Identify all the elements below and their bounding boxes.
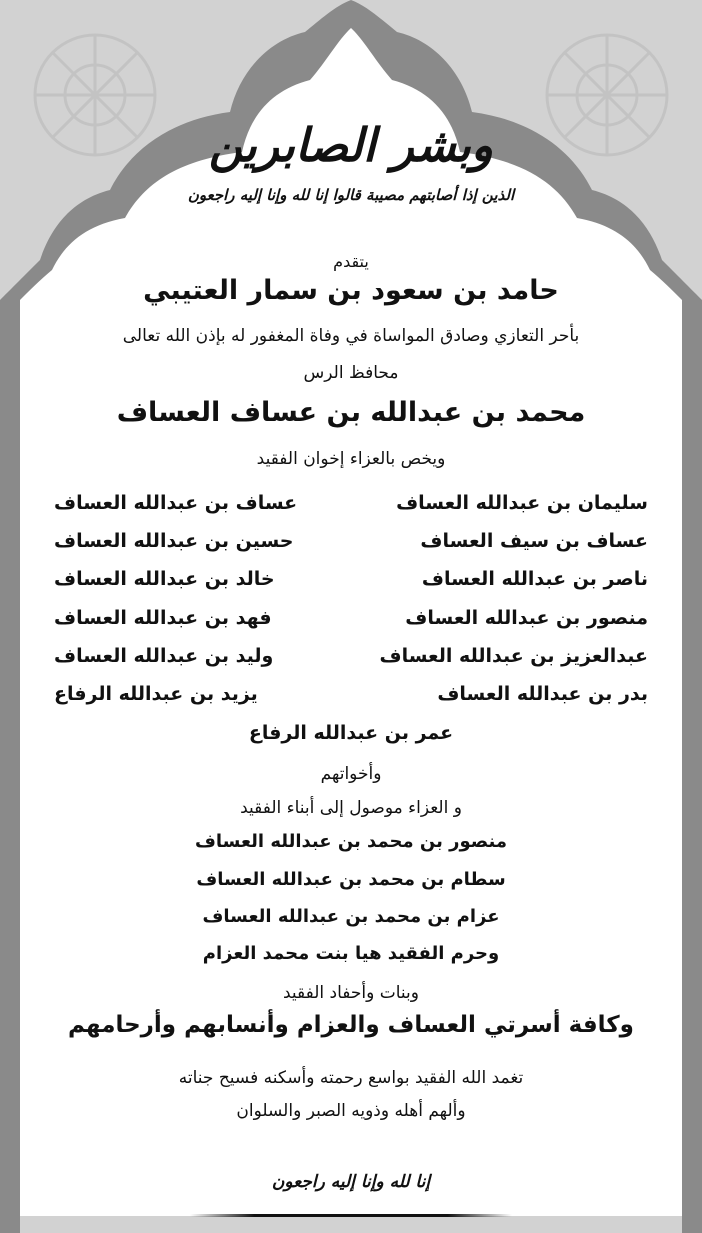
families-line: وكافة أسرتي العساف والعزام وأنسابهم وأرحامهم [68, 1012, 634, 1038]
footer-calligraphy: إنا لله وإنا إليه راجعون [271, 1172, 431, 1192]
sisters-label: وأخواتهم [320, 764, 382, 784]
brother-name: فهد بن عبدالله العساف [54, 607, 272, 629]
brothers-row [54, 568, 648, 590]
brother-name: عساف بن سيف العساف [420, 530, 648, 552]
son-name: سطام بن محمد بن عبدالله العساف [196, 869, 506, 890]
brother-name: منصور بن عبدالله العساف [405, 607, 648, 629]
brother-name: خالد بن عبدالله العساف [54, 568, 275, 590]
widow-name: وحرم الفقيد هيا بنت محمد العزام [202, 943, 500, 964]
brothers-intro: ويخص بالعزاء إخوان الفقيد [256, 449, 446, 469]
sender-name: حامد بن سعود بن سمار العتيبي [143, 275, 559, 306]
prayer-line: وألهم أهله وذويه الصبر والسلوان [236, 1101, 466, 1121]
calligraphy-title: وبشر الصابرين [208, 118, 494, 172]
brothers-row [54, 530, 648, 552]
brothers-row [54, 492, 648, 514]
brother-name: بدر بن عبدالله العساف [437, 683, 648, 705]
presents-label: يتقدم [333, 252, 369, 271]
brothers-row [54, 607, 648, 629]
brother-name: حسين بن عبدالله العساف [54, 530, 294, 552]
brother-name: عساف بن عبدالله العساف [54, 492, 298, 514]
brothers-row [54, 683, 648, 705]
deceased-title: محافظ الرس [303, 363, 399, 383]
brother-last: عمر بن عبدالله الرفاع [248, 722, 454, 744]
condolence-notice [20, 0, 682, 1233]
calligraphy-verse: الذين إذا أصابتهم مصيبة قالوا إنا لله وإنا إليه راجعون [187, 186, 515, 204]
brother-name: عبدالعزيز بن عبدالله العساف [379, 645, 648, 667]
son-name: منصور بن محمد بن عبدالله العساف [194, 831, 507, 852]
condolence-line: بأحر التعازي وصادق المواساة في وفاة المغفور له بإذن الله تعالى [122, 326, 580, 346]
brother-name: ناصر بن عبدالله العساف [421, 568, 648, 590]
prayer-line: تغمد الله الفقيد بواسع رحمته وأسكنه فسيح جناته [178, 1068, 524, 1088]
brothers-row [54, 645, 648, 667]
daughters-grandchildren: وبنات وأحفاد الفقيد [282, 983, 419, 1003]
brother-name: وليد بن عبدالله العساف [54, 645, 274, 667]
brother-name: يزيد بن عبدالله الرفاع [54, 683, 258, 705]
brother-name: سليمان بن عبدالله العساف [396, 492, 648, 514]
sons-intro: و العزاء موصول إلى أبناء الفقيد [240, 798, 462, 818]
son-name: عزام بن محمد بن عبدالله العساف [202, 906, 500, 927]
deceased-name: محمد بن عبدالله بن عساف العساف [116, 397, 586, 428]
